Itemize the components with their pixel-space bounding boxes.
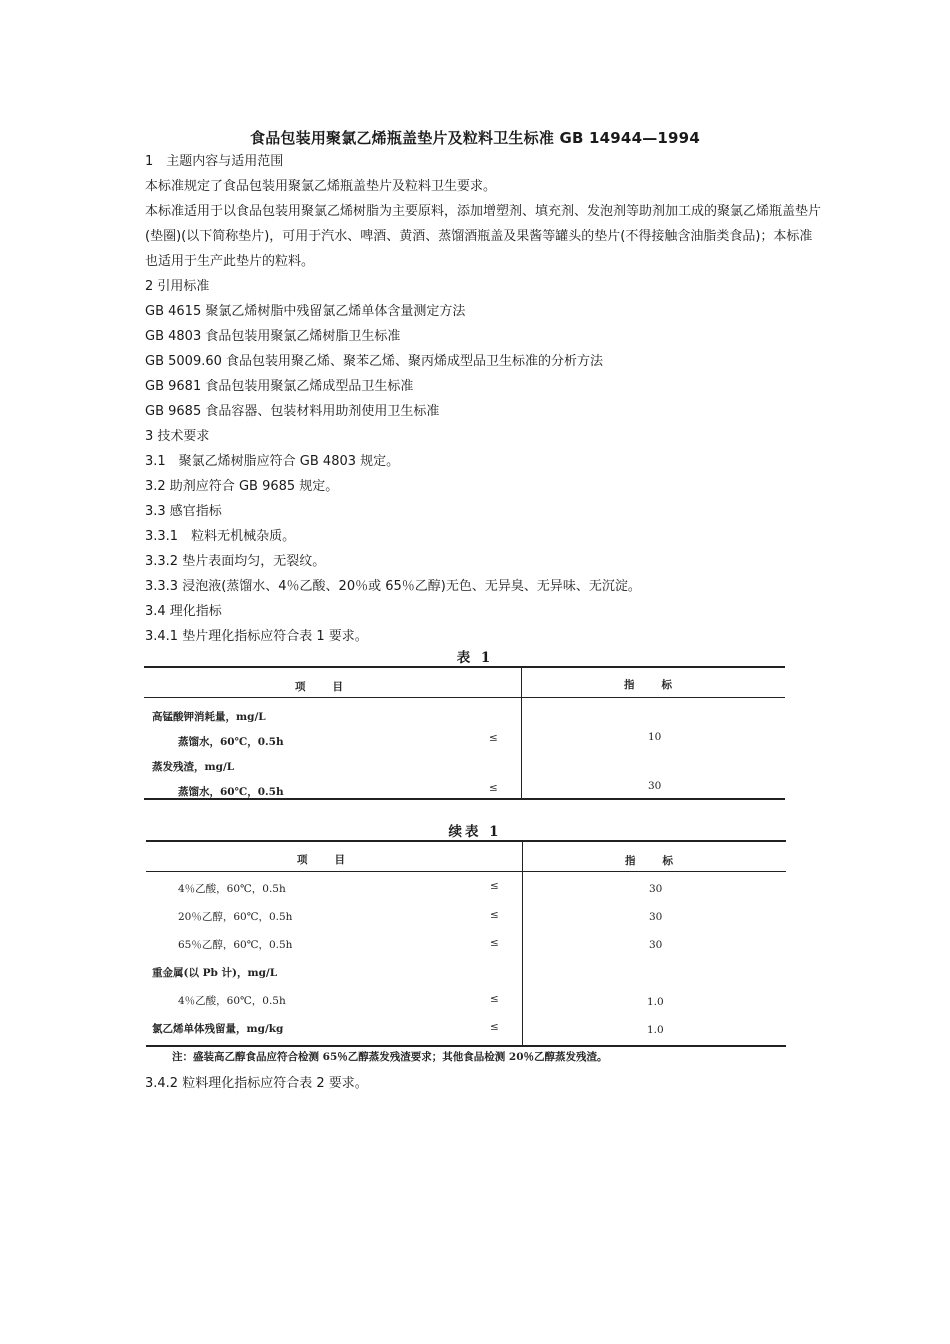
paragraph-applicability: 本标准适用于以食品包装用聚氯乙烯树脂为主要原料，添加增塑剂、填充剂、发泡剂等助剂加工成的聚氯乙烯瓶盖垫片(垫圈)(以下简称垫片)，可用于汽水、啤酒、黄酒、蒸馏酒瓶盖及果酱等罐头的垫片(不得接触含油脂类食品)；本标准也适用于生产此垫片的粒料。 — [145, 204, 822, 269]
table-1-cont-row-value: 30 — [649, 883, 663, 895]
reference-gb4615: GB 4615 聚氯乙烯树脂中残留氯乙烯单体含量测定方法 — [145, 304, 466, 319]
table-1-bottom-rule — [144, 798, 785, 800]
reference-gb9681: GB 9681 食品包装用聚氯乙烯成型品卫生标准 — [145, 379, 414, 394]
table-1-header-rule — [144, 697, 785, 698]
table-1-cont-top-rule — [146, 840, 786, 842]
table-1-cont-row-operator: ≤ — [490, 937, 499, 949]
table-1-cont-row-value: 30 — [649, 939, 663, 951]
table-1-row-item: 高锰酸钾消耗量，mg/L — [152, 711, 266, 723]
section-1-heading: 1 主题内容与适用范围 — [145, 154, 284, 169]
table-1-cont-header-rule — [146, 871, 786, 872]
table-1-row-item: 蒸馏水，60℃，0.5h — [178, 736, 284, 748]
table-1-cont-row-item: 4％乙酸，60℃，0.5h — [178, 883, 286, 895]
reference-gb4803: GB 4803 食品包装用聚氯乙烯树脂卫生标准 — [145, 329, 401, 344]
clause-3-3-2: 3.3.2 垫片表面均匀，无裂纹。 — [145, 554, 326, 569]
table-1-row-value: 10 — [648, 731, 662, 743]
clause-3-4: 3.4 理化指标 — [145, 604, 222, 619]
table-1-cont-row-value: 1.0 — [647, 996, 664, 1008]
clause-3-3-1: 3.3.1 粒料无机械杂质。 — [145, 529, 296, 544]
table-1-cont-row-value: 30 — [649, 911, 663, 923]
table-1-cont-row-operator: ≤ — [490, 880, 499, 892]
table-1-cont-row-item: 65％乙醇，60℃，0.5h — [178, 939, 293, 951]
table-1-row-item: 蒸发残渣，mg/L — [152, 761, 235, 773]
table-1-cont-bottom-rule — [146, 1045, 786, 1047]
reference-gb5009: GB 5009.60 食品包装用聚乙烯、聚苯乙烯、聚丙烯成型品卫生标准的分析方法 — [145, 354, 604, 369]
table-1-row-item: 蒸馏水，60℃，0.5h — [178, 786, 284, 798]
clause-3-4-2: 3.4.2 粒料理化指标应符合表 2 要求。 — [145, 1076, 368, 1091]
table-1-cont-row-item: 氯乙烯单体残留量，mg/kg — [152, 1023, 284, 1035]
reference-gb9685: GB 9685 食品容器、包装材料用助剂使用卫生标准 — [145, 404, 440, 419]
clause-3-1: 3.1 聚氯乙烯树脂应符合 GB 4803 规定。 — [145, 454, 400, 469]
table-1-row-value: 30 — [648, 780, 662, 792]
clause-3-3-3: 3.3.3 浸泡液(蒸馏水、4％乙酸、20％或 65％乙醇)无色、无异臭、无异味、无沉淀。 — [145, 579, 641, 594]
clause-3-4-1: 3.4.1 垫片理化指标应符合表 1 要求。 — [145, 629, 368, 644]
table-1-caption: 表 1 — [456, 650, 494, 666]
table-1-top-rule — [144, 666, 785, 668]
table-1-header-item: 项 目 — [295, 681, 345, 693]
section-2-heading: 2 引用标准 — [145, 279, 210, 294]
table-1-cont-row-operator: ≤ — [490, 993, 499, 1005]
clause-3-3: 3.3 感官指标 — [145, 504, 222, 519]
section-3-heading: 3 技术要求 — [145, 429, 210, 444]
table-1-header-index: 指 标 — [624, 679, 674, 691]
table-1-cont-header-item: 项 目 — [297, 854, 347, 866]
table-1-cont-note: 注：盛装高乙醇食品应符合检测 65％乙醇蒸发残渣要求；其他食品检测 20％乙醇蒸发残渣。 — [172, 1051, 608, 1063]
table-1-cont-row-operator: ≤ — [490, 1021, 499, 1033]
paragraph-scope: 本标准规定了食品包装用聚氯乙烯瓶盖垫片及粒料卫生要求。 — [145, 179, 497, 194]
table-1-cont-row-item: 4％乙酸，60℃，0.5h — [178, 995, 286, 1007]
clause-3-2: 3.2 助剂应符合 GB 9685 规定。 — [145, 479, 339, 494]
table-1-row-operator: ≤ — [489, 782, 498, 794]
table-1-row-operator: ≤ — [489, 732, 498, 744]
table-1-cont-header-index: 指 标 — [625, 855, 675, 867]
table-1-column-divider — [521, 667, 522, 798]
document-title: 食品包装用聚氯乙烯瓶盖垫片及粒料卫生标准 GB 14944—1994 — [250, 129, 700, 147]
table-1-cont-row-item: 重金属(以 Pb 计)，mg/L — [152, 967, 278, 979]
table-1-cont-caption: 续表 1 — [448, 824, 502, 840]
table-1-cont-row-operator: ≤ — [490, 909, 499, 921]
table-1-cont-row-value: 1.0 — [647, 1024, 664, 1036]
table-1-cont-row-item: 20％乙醇，60℃，0.5h — [178, 911, 293, 923]
